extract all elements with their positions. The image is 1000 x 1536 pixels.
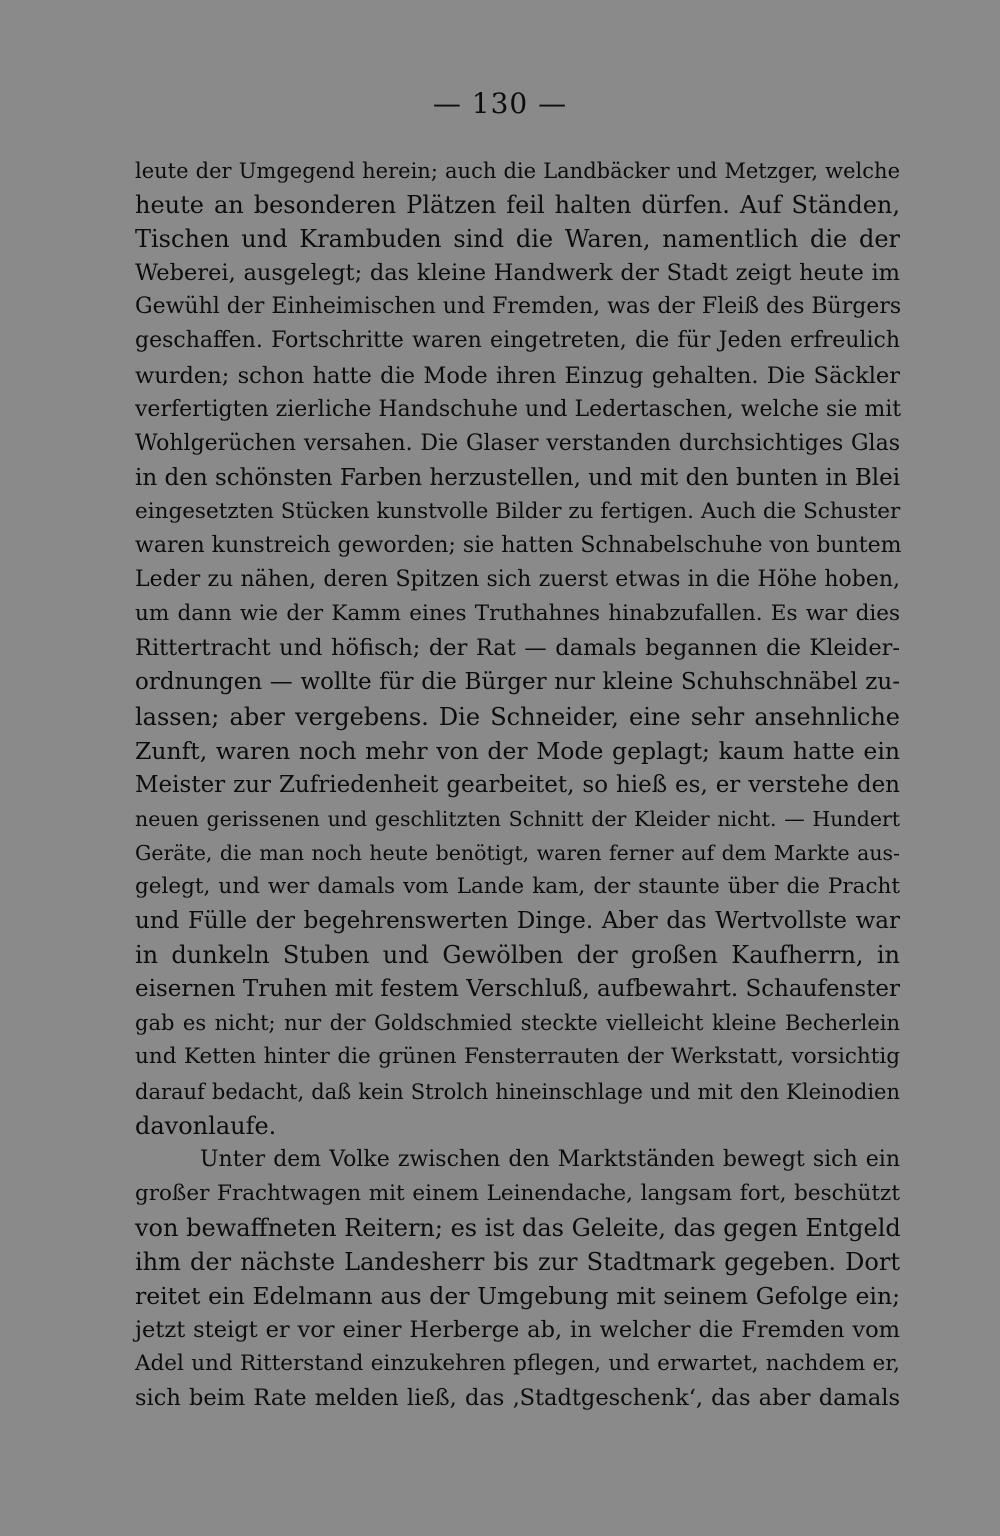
text-line: eisernen Truhen mit festem Verschluß, aufbewahrt. Schaufenster: [135, 976, 901, 1003]
text-line: großer Frachtwagen mit einem Leinendache, langsam fort, beschützt: [135, 1180, 900, 1206]
text-line: sich beim Rate melden ließ, das ‚Stadtgeschenk‘, das aber damals: [135, 1385, 900, 1412]
text-line: Wohlgerüchen versahen. Die Glaser verstanden durchsichtiges Glas: [135, 430, 900, 456]
text-line: davonlaufe.: [135, 1111, 277, 1140]
text-line: reitet ein Edelmann aus der Umgebung mit seinem Gefolge ein;: [135, 1282, 900, 1311]
text-line: gelegt, und wer damals vom Lande kam, der staunte über die Pracht: [135, 873, 900, 899]
text-line: ihm der nächste Landesherr bis zur Stadtmark gegeben. Dort: [135, 1248, 900, 1276]
text-line: Rittertracht und höfisch; der Rat — damals begannen die Kleider-: [135, 635, 900, 662]
text-line: eingesetzten Stücken kunstvolle Bilder zu fertigen. Auch die Schuster: [135, 498, 901, 524]
text-line: und Fülle der begehrenswerten Dinge. Aber das Wertvollste war: [135, 908, 900, 935]
text-line: darauf bedacht, daß kein Strolch hineinschlage und mit den Kleinodien: [135, 1079, 900, 1104]
paragraph-1: [135, 154, 900, 1143]
text-line: verfertigten zierliche Handschuhe und Ledertaschen, welche sie mit: [135, 396, 902, 422]
text-line: Leder zu nähen, deren Spitzen sich zuerst etwas in die Höhe hoben,: [135, 567, 900, 593]
text-line: ordnungen — wollte für die Bürger nur kleine Schuhschnäbel zu-: [135, 669, 900, 696]
text-line: Meister zur Zufriedenheit gearbeitet, so hieß es, er verstehe den: [135, 771, 900, 798]
text-line: Gewühl der Einheimischen und Fremden, was der Fleiß des Bürgers: [135, 294, 902, 320]
text-line: um dann wie der Kamm eines Truthahnes hinabzufallen. Es war dies: [135, 601, 900, 627]
text-line: geschaffen. Fortschritte waren eingetreten, die für Jeden erfreulich: [135, 328, 900, 354]
text-line: und Ketten hinter die grünen Fensterrauten der Werkstatt, vorsichtig: [135, 1044, 900, 1070]
text-line: waren kunstreich geworden; sie hatten Schnabelschuhe von buntem: [135, 533, 902, 559]
text-line: lassen; aber vergebens. Die Schneider, eine sehr ansehnliche: [135, 702, 900, 731]
text-line: wurden; schon hatte die Mode ihren Einzug gehalten. Die Säckler: [135, 362, 900, 389]
text-line: in dunkeln Stuben und Gewölben der großen Kaufherrn, in: [135, 941, 900, 970]
text-line: neuen gerissenen und geschlitzten Schnitt der Kleider nicht. — Hundert: [135, 806, 900, 831]
text-line: Unter dem Volke zwischen den Marktständen bewegt sich ein: [200, 1146, 900, 1172]
text-line: von bewaffneten Reitern; es ist das Geleite, das gegen Entgeld: [135, 1213, 901, 1242]
page-number: — 130 —: [432, 87, 568, 120]
text-line: Zunft, waren noch mehr von der Mode geplagt; kaum hatte ein: [135, 736, 900, 765]
text-line: in den schönsten Farben herzustellen, und mit den bunten in Blei: [135, 464, 901, 491]
text-line: Weberei, ausgelegt; das kleine Handwerk der Stadt zeigt heute im: [135, 260, 900, 287]
paragraph-2: [135, 1143, 900, 1416]
text-line: Geräte, die man noch heute benötigt, waren ferner auf dem Markte aus-: [135, 840, 900, 865]
text-line: gab es nicht; nur der Goldschmied steckte vielleicht kleine Becherlein: [135, 1011, 900, 1036]
body-text: [135, 154, 900, 1415]
text-line: heute an besonderen Plätzen feil halten dürfen. Auf Ständen,: [135, 191, 900, 220]
text-line: Adel und Ritterstand einzukehren pflegen, und erwartet, nachdem er,: [135, 1351, 900, 1377]
text-line: jetzt steigt er vor einer Herberge ab, in welcher die Fremden vom: [135, 1317, 900, 1344]
text-line: leute der Umgegend herein; auch die Landbäcker und Metzger, welche: [135, 159, 900, 183]
text-line: Tischen und Krambuden sind die Waren, namentlich die der: [135, 225, 900, 254]
